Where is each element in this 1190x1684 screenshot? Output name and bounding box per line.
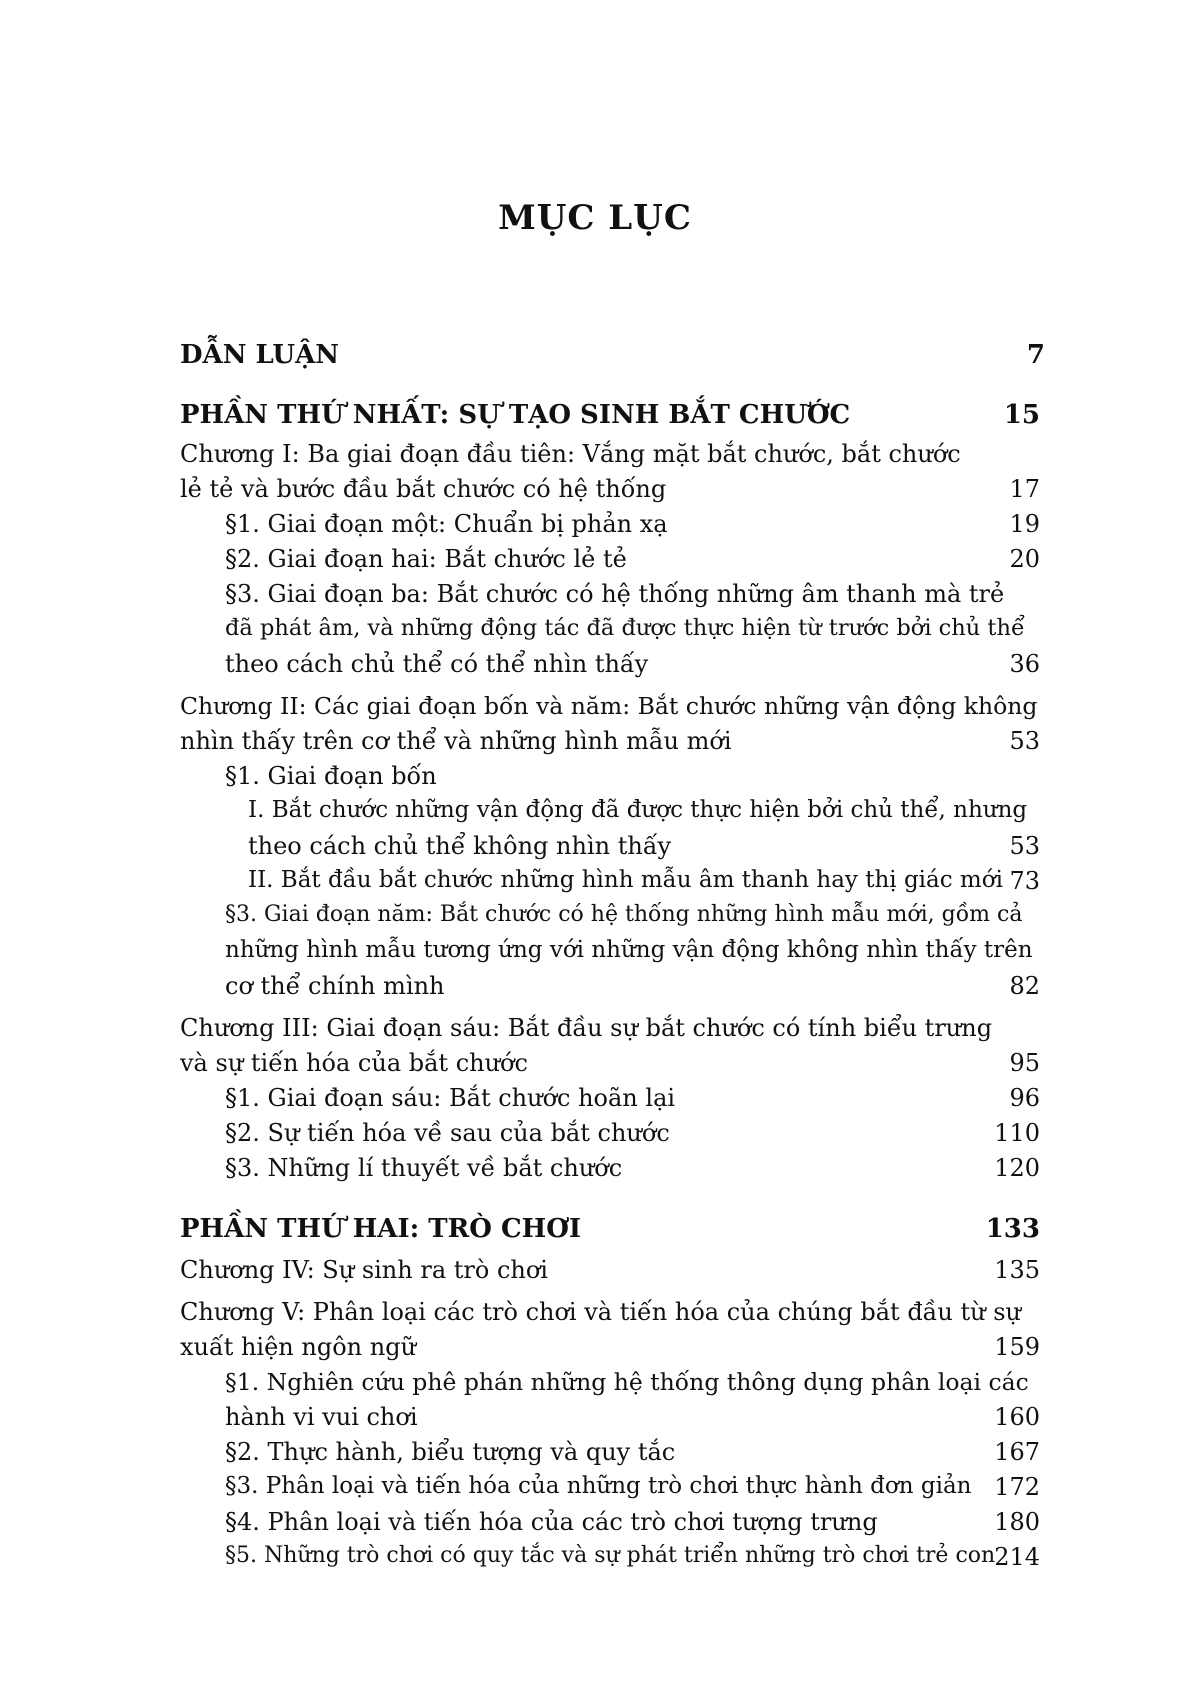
toc-ch2-line2[interactable]: nhìn thấy trên cơ thể và những hình mẫu mới (180, 727, 732, 755)
toc-ch3-s3-label[interactable]: §3. Những lí thuyết về bắt chước (225, 1154, 623, 1182)
toc-part1-page: 15 (1003, 400, 1040, 430)
toc-ch2-s3-line3[interactable]: cơ thể chính mình (225, 972, 445, 1000)
toc-ch4-label[interactable]: Chương IV: Sự sinh ra trò chơi (180, 1256, 548, 1284)
toc-ch3-line1[interactable]: Chương III: Giai đoạn sáu: Bắt đầu sự bắt chước có tính biểu trưng (180, 1014, 993, 1042)
toc-ch5-s4-label[interactable]: §4. Phân loại và tiến hóa của các trò chơi tượng trưng (225, 1508, 878, 1536)
toc-ch2-s1-i1-line2[interactable]: theo cách chủ thể không nhìn thấy (248, 832, 672, 860)
toc-ch5-s1-line2[interactable]: hành vi vui chơi (225, 1403, 418, 1431)
toc-ch5-s1-page: 160 (994, 1403, 1040, 1431)
toc-ch2-s3-line2[interactable]: những hình mẫu tương ứng với những vận động không nhìn thấy trên (225, 937, 1033, 963)
toc-ch2-line1[interactable]: Chương II: Các giai đoạn bốn và năm: Bắt chước những vận động không (180, 692, 1038, 720)
toc-ch1-s1-page: 19 (1009, 510, 1040, 538)
toc-ch2-page: 53 (1009, 727, 1040, 755)
toc-ch4-page: 135 (994, 1256, 1040, 1284)
toc-ch2-s3-page: 82 (1009, 972, 1040, 1000)
toc-ch3-s1-page: 96 (1009, 1084, 1040, 1112)
toc-ch1-s3-page: 36 (1009, 650, 1040, 678)
page-title: MỤC LỤC (498, 198, 692, 238)
toc-ch2-s1-label[interactable]: §1. Giai đoạn bốn (225, 762, 437, 790)
toc-ch3-s2-page: 110 (994, 1119, 1040, 1147)
toc-ch5-s5-label[interactable]: §5. Những trò chơi có quy tắc và sự phát triển những trò chơi trẻ con (225, 1543, 996, 1568)
toc-ch1-line1[interactable]: Chương I: Ba giai đoạn đầu tiên: Vắng mặt bắt chước, bắt chước (180, 440, 961, 468)
toc-ch3-s2-label[interactable]: §2. Sự tiến hóa về sau của bắt chước (225, 1119, 670, 1147)
toc-ch1-s3-line1[interactable]: §3. Giai đoạn ba: Bắt chước có hệ thống những âm thanh mà trẻ (225, 580, 1005, 608)
toc-ch2-s1-i1-page: 53 (1009, 832, 1040, 860)
toc-ch1-s3-line3[interactable]: theo cách chủ thể có thể nhìn thấy (225, 650, 649, 678)
toc-intro-label[interactable]: DẪN LUẬN (180, 340, 340, 370)
toc-ch5-s3-page: 172 (994, 1473, 1040, 1501)
toc-ch2-s1-i2-page: 73 (1009, 867, 1040, 895)
toc-ch1-page: 17 (1009, 475, 1040, 503)
toc-ch5-s4-page: 180 (994, 1508, 1040, 1536)
toc-ch3-line2[interactable]: và sự tiến hóa của bắt chước (180, 1049, 528, 1077)
toc-ch1-s1-label[interactable]: §1. Giai đoạn một: Chuẩn bị phản xạ (225, 510, 668, 538)
toc-intro-page: 7 (1026, 340, 1045, 370)
toc-ch1-line2[interactable]: lẻ tẻ và bước đầu bắt chước có hệ thống (180, 475, 667, 503)
toc-ch1-s2-page: 20 (1009, 545, 1040, 573)
toc-part1-label[interactable]: PHẦN THỨ NHẤT: SỰ TẠO SINH BẮT CHƯỚC (180, 400, 851, 430)
toc-ch2-s1-i2-label[interactable]: II. Bắt đầu bắt chước những hình mẫu âm thanh hay thị giác mới (248, 867, 1003, 893)
toc-ch3-s1-label[interactable]: §1. Giai đoạn sáu: Bắt chước hoãn lại (225, 1084, 676, 1112)
toc-ch5-s3-label[interactable]: §3. Phân loại và tiến hóa của những trò chơi thực hành đơn giản (225, 1473, 972, 1499)
toc-ch5-page: 159 (994, 1333, 1040, 1361)
toc-ch5-line2[interactable]: xuất hiện ngôn ngữ (180, 1333, 417, 1361)
toc-ch1-s2-label[interactable]: §2. Giai đoạn hai: Bắt chước lẻ tẻ (225, 545, 627, 573)
toc-part2-page: 133 (985, 1214, 1040, 1244)
toc-ch5-line1[interactable]: Chương V: Phân loại các trò chơi và tiến hóa của chúng bắt đầu từ sự (180, 1298, 1021, 1326)
toc-ch2-s1-i1-line1[interactable]: I. Bắt chước những vận động đã được thực hiện bởi chủ thể, nhưng (248, 797, 1028, 823)
toc-ch3-s3-page: 120 (994, 1154, 1040, 1182)
toc-ch5-s5-page: 214 (994, 1543, 1040, 1571)
toc-ch3-page: 95 (1009, 1049, 1040, 1077)
toc-ch2-s3-line1[interactable]: §3. Giai đoạn năm: Bắt chước có hệ thống những hình mẫu mới, gồm cả (225, 902, 1023, 927)
toc-ch5-s1-line1[interactable]: §1. Nghiên cứu phê phán những hệ thống thông dụng phân loại các (225, 1368, 1029, 1396)
toc-ch5-s2-page: 167 (994, 1438, 1040, 1466)
toc-part2-label[interactable]: PHẦN THỨ HAI: TRÒ CHƠI (180, 1214, 582, 1244)
toc-ch5-s2-label[interactable]: §2. Thực hành, biểu tượng và quy tắc (225, 1438, 676, 1466)
toc-ch1-s3-line2[interactable]: đã phát âm, và những động tác đã được thực hiện từ trước bởi chủ thể (225, 615, 1025, 641)
